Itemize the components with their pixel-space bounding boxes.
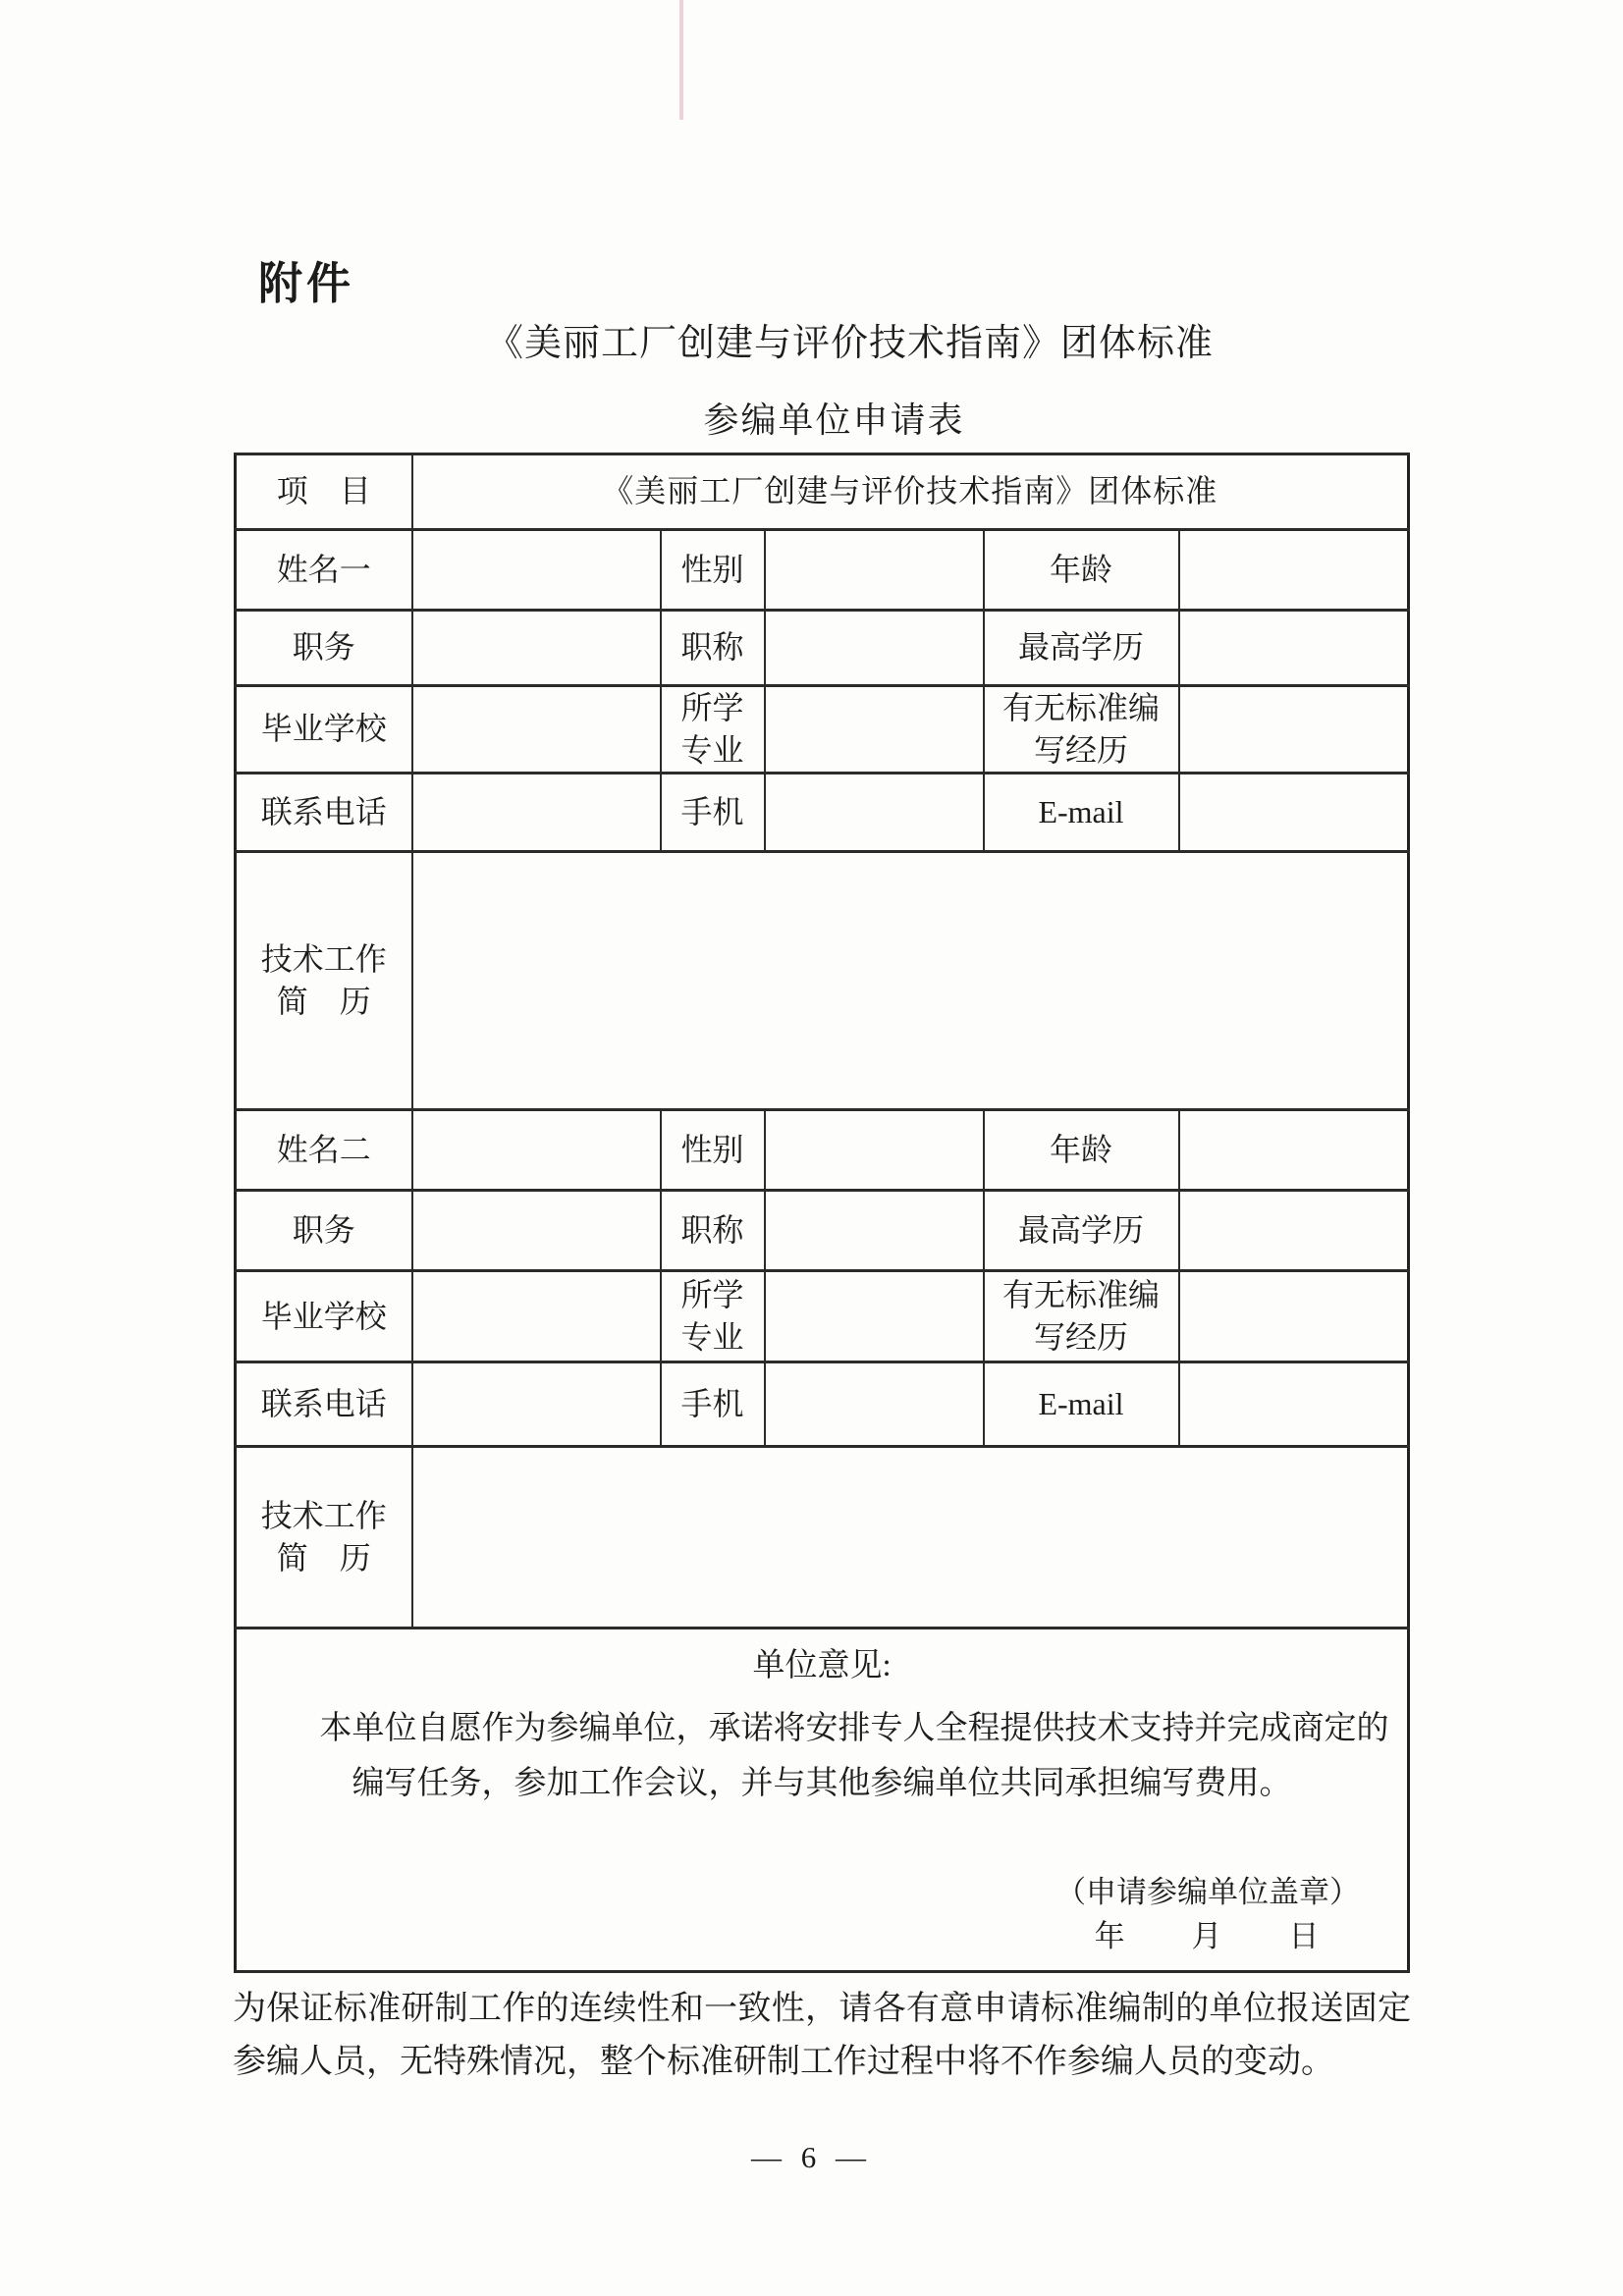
title1-label: 职称 xyxy=(661,611,765,686)
mobile2-value-cell xyxy=(765,1362,984,1447)
scan-artifact-line xyxy=(679,0,683,120)
position2-label: 职务 xyxy=(236,1191,412,1271)
std-exp2-value-cell xyxy=(1179,1271,1409,1362)
footer-note: 为保证标准研制工作的连续性和一致性，请各有意申请标准编制的单位报送固定参编人员，无特殊情况，整个标准研制工作过程中将不作参编人员的变动。 xyxy=(233,1991,1411,2081)
page-number: — 6 — xyxy=(751,2140,872,2174)
degree1-value-cell xyxy=(1179,611,1409,686)
resume1-label-line2: 简 历 xyxy=(276,984,371,1020)
name2-value-cell xyxy=(412,1110,661,1191)
resume1-label xyxy=(236,852,412,1110)
std-exp2-label-line1: 有无标准编 xyxy=(1001,1277,1160,1313)
resume1-label-line1: 技术工作 xyxy=(260,941,387,978)
std-exp1-label-line2: 写经历 xyxy=(1033,732,1128,769)
resume1-value-cell xyxy=(412,852,1409,1110)
project-value: 《美丽工厂创建与评价技术指南》团体标准 xyxy=(412,454,1409,530)
row-job-1 xyxy=(236,611,1409,686)
mobile1-value-cell xyxy=(765,774,984,852)
email2-label: E-mail xyxy=(984,1362,1179,1447)
position1-label: 职务 xyxy=(236,611,412,686)
name2-label: 姓名二 xyxy=(236,1110,412,1191)
stamp-block xyxy=(1055,1871,1360,1959)
mobile1-label: 手机 xyxy=(661,774,765,852)
row-resume-2 xyxy=(236,1447,1409,1629)
resume2-label-line1: 技术工作 xyxy=(260,1498,387,1534)
std-exp1-label-line1: 有无标准编 xyxy=(1001,690,1160,725)
major2-value-cell xyxy=(765,1271,984,1362)
gender2-value-cell xyxy=(765,1110,984,1191)
row-school-1 xyxy=(236,686,1409,774)
application-form-table xyxy=(234,453,1410,1973)
opinion-content xyxy=(237,1631,1407,1969)
email1-label: E-mail xyxy=(984,774,1179,852)
phone2-label: 联系电话 xyxy=(236,1362,412,1447)
degree1-label: 最高学历 xyxy=(984,611,1179,686)
date-line: 年 月 日 xyxy=(1094,1918,1322,1953)
row-project xyxy=(236,454,1409,530)
row-opinion xyxy=(236,1629,1409,1972)
major2-label-line1: 所学 xyxy=(680,1277,744,1313)
gender1-label: 性别 xyxy=(661,530,765,611)
mobile2-label: 手机 xyxy=(661,1362,765,1447)
major2-label xyxy=(661,1271,765,1362)
title2-label: 职称 xyxy=(661,1191,765,1271)
opinion-cell xyxy=(236,1629,1409,1972)
school1-label: 毕业学校 xyxy=(236,686,412,774)
age1-label: 年龄 xyxy=(984,530,1179,611)
document-title: 《美丽工厂创建与评价技术指南》团体标准 xyxy=(485,323,1214,364)
name1-label: 姓名一 xyxy=(236,530,412,611)
resume2-label xyxy=(236,1447,412,1629)
age2-label: 年龄 xyxy=(984,1110,1179,1191)
school2-value-cell xyxy=(412,1271,661,1362)
row-name-2 xyxy=(236,1110,1409,1191)
title1-value-cell xyxy=(765,611,984,686)
phone1-value-cell xyxy=(412,774,661,852)
name1-value-cell xyxy=(412,530,661,611)
document-subtitle: 参编单位申请表 xyxy=(703,400,965,440)
major1-label xyxy=(661,686,765,774)
school1-value-cell xyxy=(412,686,661,774)
stamp-note: （申请参编单位盖章） xyxy=(1055,1875,1361,1909)
major1-label-line1: 所学 xyxy=(680,690,744,725)
age2-value-cell xyxy=(1179,1110,1409,1191)
gender1-value-cell xyxy=(765,530,984,611)
std-exp1-label xyxy=(984,686,1179,774)
row-job-2 xyxy=(236,1191,1409,1271)
email1-value-cell xyxy=(1179,774,1409,852)
std-exp2-label-line2: 写经历 xyxy=(1033,1319,1128,1356)
phone1-label: 联系电话 xyxy=(236,774,412,852)
age1-value-cell xyxy=(1179,530,1409,611)
phone2-value-cell xyxy=(412,1362,661,1447)
major1-label-line2: 专业 xyxy=(680,732,744,769)
gender2-label: 性别 xyxy=(661,1110,765,1191)
resume2-value-cell xyxy=(412,1447,1409,1629)
email2-value-cell xyxy=(1179,1362,1409,1447)
std-exp2-label xyxy=(984,1271,1179,1362)
row-contact-2 xyxy=(236,1362,1409,1447)
row-name-1 xyxy=(236,530,1409,611)
opinion-label: 单位意见: xyxy=(752,1647,892,1683)
opinion-body-text: 本单位自愿作为参编单位，承诺将安排专人全程提供技术支持并完成商定的编写任务，参加工作会议，并与其他参编单位共同承担编写费用。 xyxy=(319,1710,1389,1801)
degree2-label: 最高学历 xyxy=(984,1191,1179,1271)
row-contact-1 xyxy=(236,774,1409,852)
major1-value-cell xyxy=(765,686,984,774)
std-exp1-value-cell xyxy=(1179,686,1409,774)
attachment-label: 附件 xyxy=(258,259,355,308)
row-school-2 xyxy=(236,1271,1409,1362)
resume2-label-line2: 简 历 xyxy=(276,1540,371,1576)
project-label: 项 目 xyxy=(236,454,412,530)
title2-value-cell xyxy=(765,1191,984,1271)
school2-label: 毕业学校 xyxy=(236,1271,412,1362)
degree2-value-cell xyxy=(1179,1191,1409,1271)
position2-value-cell xyxy=(412,1191,661,1271)
row-resume-1 xyxy=(236,852,1409,1110)
position1-value-cell xyxy=(412,611,661,686)
major2-label-line2: 专业 xyxy=(680,1319,744,1356)
